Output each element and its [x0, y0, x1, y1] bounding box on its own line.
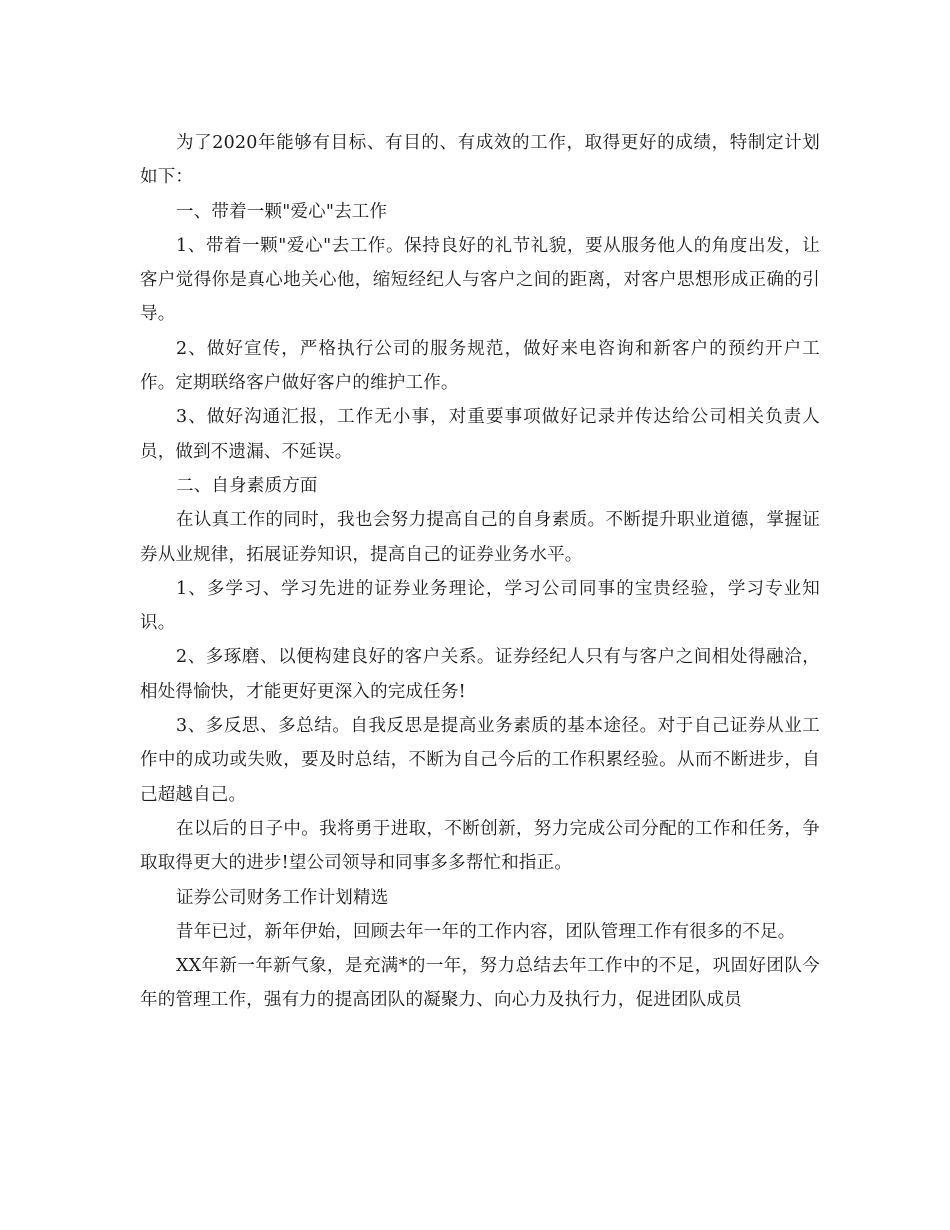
paragraph-quality-intro: 在认真工作的同时，我也会努力提高自己的自身素质。不断提升职业道德，掌握证券从业规律，拓展证券知识，提高自己的证券业务水平。 — [140, 510, 820, 565]
paragraph-quality-item-2: 2、多琢磨、以便构建良好的客户关系。证券经纪人只有与客户之间相处得融洽，相处得愉快，才能更好更深入的完成任务! — [140, 647, 820, 702]
paragraph-love-item-1: 1、带着一颗"爱心"去工作。保持良好的礼节礼貌，要从服务他人的角度出发，让客户觉得你是真心地关心他，缩短经纪人与客户之间的距离，对客户思想形成正确的引导。 — [140, 235, 820, 325]
section-heading-quality: 二、自身素质方面 — [176, 475, 318, 496]
section-heading-love: 一、带着一颗"爱心"去工作 — [176, 201, 388, 222]
paragraph-love-item-2: 2、做好宣传，严格执行公司的服务规范，做好来电咨询和新客户的预约开户工作。定期联络客户做好客户的维护工作。 — [140, 338, 820, 394]
paragraph-quality-item-3: 3、多反思、多总结。自我反思是提高业务素质的基本途径。对于自己证券从业工作中的成功或失败，要及时总结，不断为自己今后的工作积累经验。从而不断进步，自己超越自己。 — [140, 716, 820, 805]
paragraph-closing: 在以后的日子中。我将勇于进取，不断创新，努力完成公司分配的工作和任务，争取取得更大的进步!望公司领导和同事多多帮忙和指正。 — [140, 818, 820, 874]
section-heading-finance-plan: 证券公司财务工作计划精选 — [176, 887, 389, 908]
intro-paragraph: 为了2020年能够有目标、有目的、有成效的工作，取得更好的成绩，特制定计划如下： — [140, 133, 820, 188]
paragraph-quality-item-1: 1、多学习、学习先进的证券业务理论，学习公司同事的宝贵经验，学习专业知识。 — [140, 578, 820, 634]
paragraph-finance-new-year: XX年新一年新气象，是充满*的一年，努力总结去年工作中的不足，巩固好团队今年的管理工作，强有力的提高团队的凝聚力、向心力及执行力，促进团队成员 — [140, 956, 820, 1011]
document-body — [140, 126, 820, 1018]
paragraph-love-item-3: 3、做好沟通汇报，工作无小事，对重要事项做好记录并传达给公司相关负责人员，做到不遗漏、不延误。 — [140, 407, 820, 462]
paragraph-finance-review: 昔年已过，新年伊始，回顾去年一年的工作内容，团队管理工作有很多的不足。 — [176, 921, 796, 942]
